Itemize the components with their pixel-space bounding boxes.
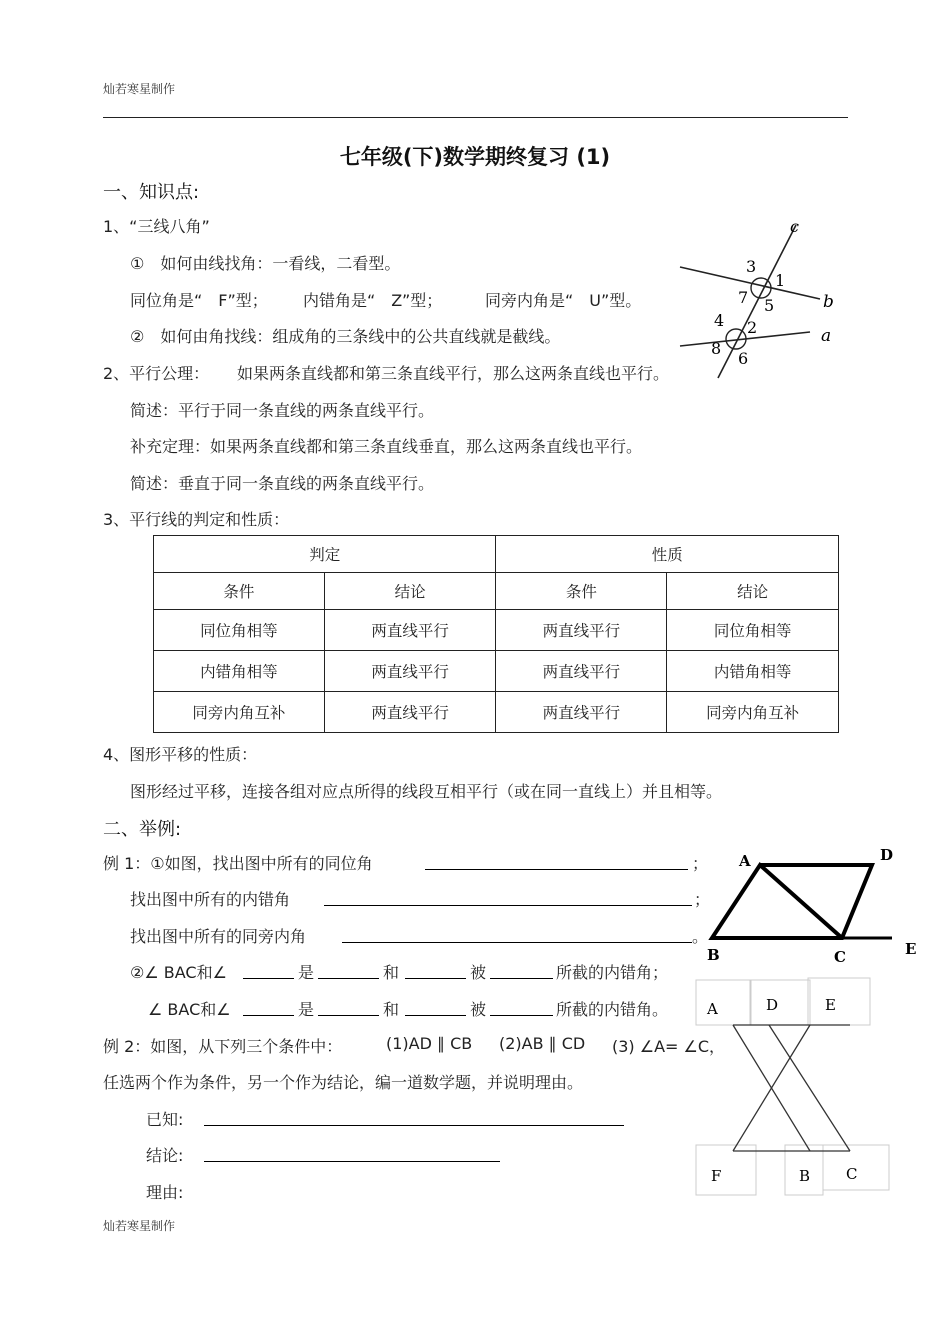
ex2-q2: 任选两个作为条件，另一个作为结论，编一道数学题，并说明理由。 <box>103 1073 584 1092</box>
label-2: 2 <box>747 318 758 337</box>
table-cell: 同旁内角互补 <box>154 692 325 733</box>
table-cell: 同位角相等 <box>154 610 325 651</box>
item2-title: 2、平行公理： <box>103 364 210 383</box>
section2-heading: 二、举例: <box>103 819 182 840</box>
figure-crossing-lines <box>695 975 895 1200</box>
answer-blank[interactable] <box>490 962 553 979</box>
ex1-end3: 。 <box>692 927 709 946</box>
ex1-q1: 例 1：①如图，找出图中所有的同位角 <box>103 854 373 873</box>
table-cell: 同旁内角互补 <box>667 692 839 733</box>
known-blank[interactable] <box>204 1109 624 1126</box>
answer-blank[interactable] <box>324 889 692 906</box>
item2-supp: 补充定理：如果两条直线都和第三条直线垂直，那么这两条直线也平行。 <box>130 437 643 456</box>
figure-quadrilateral <box>700 840 932 970</box>
item2-brief2: 简述：垂直于同一条直线的两条直线平行。 <box>130 474 435 493</box>
word-he: 和 <box>383 1000 400 1019</box>
table-cell: 内错角相等 <box>154 651 325 692</box>
ex1-end2: ； <box>694 890 711 909</box>
ex2-c2: (2)AB ∥ CD <box>499 1034 586 1053</box>
answer-blank[interactable] <box>490 999 553 1016</box>
label-C: C <box>834 948 846 966</box>
table-row <box>154 610 839 651</box>
table-cell: 两直线平行 <box>496 610 667 651</box>
header-rule <box>103 117 848 118</box>
header-maker: 灿若寒星制作 <box>103 82 176 96</box>
ex1-tail2: 所截的内错角。 <box>556 1000 669 1019</box>
ex2-q1: 例 2：如图，从下列三个条件中： <box>103 1037 343 1056</box>
label-5: 5 <box>764 296 775 315</box>
ex2-known: 已知: <box>146 1110 184 1129</box>
answer-blank[interactable] <box>405 999 466 1016</box>
ex1-q2: 找出图中所有的内错角 <box>130 890 291 909</box>
answer-blank[interactable] <box>342 926 692 943</box>
line-c <box>718 225 796 378</box>
table-cell: 两直线平行 <box>496 692 667 733</box>
label-4: 4 <box>714 311 725 330</box>
table-cell: 两直线平行 <box>324 610 496 651</box>
label-E: E <box>825 996 836 1014</box>
label-c: c <box>790 217 799 236</box>
label-6: 6 <box>738 349 749 368</box>
label-b: b <box>823 292 834 312</box>
label-D: D <box>766 996 779 1014</box>
item2-brief1: 简述：平行于同一条直线的两条直线平行。 <box>130 401 435 420</box>
table-sub-header: 结论 <box>324 573 496 610</box>
answer-blank[interactable] <box>425 853 688 870</box>
ex1-tail1: 所截的内错角； <box>556 963 669 982</box>
item1-line2b: 内错角是“ Z”型； <box>303 291 443 310</box>
box-A <box>696 980 751 1025</box>
ex1-q3: 找出图中所有的同旁内角 <box>130 927 307 946</box>
parallel-lines-table <box>153 535 839 733</box>
ex2-conclusion: 结论: <box>146 1146 184 1165</box>
table-cell: 两直线平行 <box>324 692 496 733</box>
item4-title: 4、图形平移的性质： <box>103 745 258 764</box>
label-a: a <box>821 326 832 346</box>
word-bei: 被 <box>470 1000 487 1019</box>
table-row <box>154 692 839 733</box>
figure-three-lines <box>668 210 858 385</box>
table-row <box>154 651 839 692</box>
box-F <box>696 1145 756 1195</box>
label-A: A <box>707 1000 718 1018</box>
ex1-q4b: ∠ BAC和∠ <box>148 1000 231 1019</box>
footer-maker: 灿若寒星制作 <box>103 1219 176 1233</box>
ex2-c3: (3) ∠A= ∠C， <box>612 1037 726 1056</box>
table-cell: 两直线平行 <box>324 651 496 692</box>
label-8: 8 <box>711 339 722 358</box>
conclusion-blank[interactable] <box>204 1145 500 1162</box>
item1-line2c: 同旁内角是“ U”型。 <box>485 291 642 310</box>
answer-blank[interactable] <box>405 962 466 979</box>
item3-title: 3、平行线的判定和性质： <box>103 510 290 529</box>
item1-title: 1、“三线八角” <box>103 217 210 236</box>
answer-blank[interactable] <box>243 999 294 1016</box>
label-3: 3 <box>746 257 757 276</box>
ex1-end1: ； <box>692 854 709 873</box>
table-sub-header: 结论 <box>667 573 839 610</box>
word-bei: 被 <box>470 963 487 982</box>
section1-heading: 一、知识点: <box>103 182 200 203</box>
table-cell: 同位角相等 <box>667 610 839 651</box>
ex1-q4a: ②∠ BAC和∠ <box>130 963 227 982</box>
label-C: C <box>846 1165 858 1183</box>
item1-line3: ② 如何由角找线：组成角的三条线中的公共直线就是截线。 <box>130 327 561 346</box>
quadrilateral-shape <box>712 865 872 938</box>
label-B: B <box>707 946 720 964</box>
answer-blank[interactable] <box>318 999 379 1016</box>
item1-line1: ① 如何由线找角：一看线，二看型。 <box>130 254 401 273</box>
box-E <box>808 978 870 1025</box>
label-7: 7 <box>738 288 749 307</box>
ex2-reason: 理由: <box>146 1183 184 1202</box>
ex2-c1: (1)AD ∥ CB <box>386 1034 473 1053</box>
table-cell: 内错角相等 <box>667 651 839 692</box>
table-cell: 两直线平行 <box>496 651 667 692</box>
label-1: 1 <box>775 271 786 290</box>
answer-blank[interactable] <box>318 962 379 979</box>
box-D <box>750 980 810 1025</box>
item1-line2a: 同位角是“ F”型； <box>130 291 268 310</box>
label-B: B <box>799 1167 811 1185</box>
item4-text: 图形经过平移，连接各组对应点所得的线段互相平行（或在同一直线上）并且相等。 <box>130 782 723 801</box>
label-F: F <box>711 1167 722 1185</box>
line-DC <box>769 1025 850 1151</box>
page-title: 七年级(下)数学期终复习 (1) <box>339 145 611 169</box>
label-A: A <box>739 852 751 870</box>
word-shi: 是 <box>298 1000 315 1019</box>
item2-text: 如果两条直线都和第三条直线平行，那么这两条直线也平行。 <box>237 364 670 383</box>
answer-blank[interactable] <box>243 962 294 979</box>
word-he: 和 <box>383 963 400 982</box>
label-D: D <box>880 846 894 864</box>
table-group-prop: 性质 <box>496 536 839 573</box>
table-sub-header: 条件 <box>496 573 667 610</box>
label-E: E <box>905 940 917 958</box>
table-group-judge: 判定 <box>154 536 496 573</box>
word-shi: 是 <box>298 963 315 982</box>
table-sub-header: 条件 <box>154 573 325 610</box>
